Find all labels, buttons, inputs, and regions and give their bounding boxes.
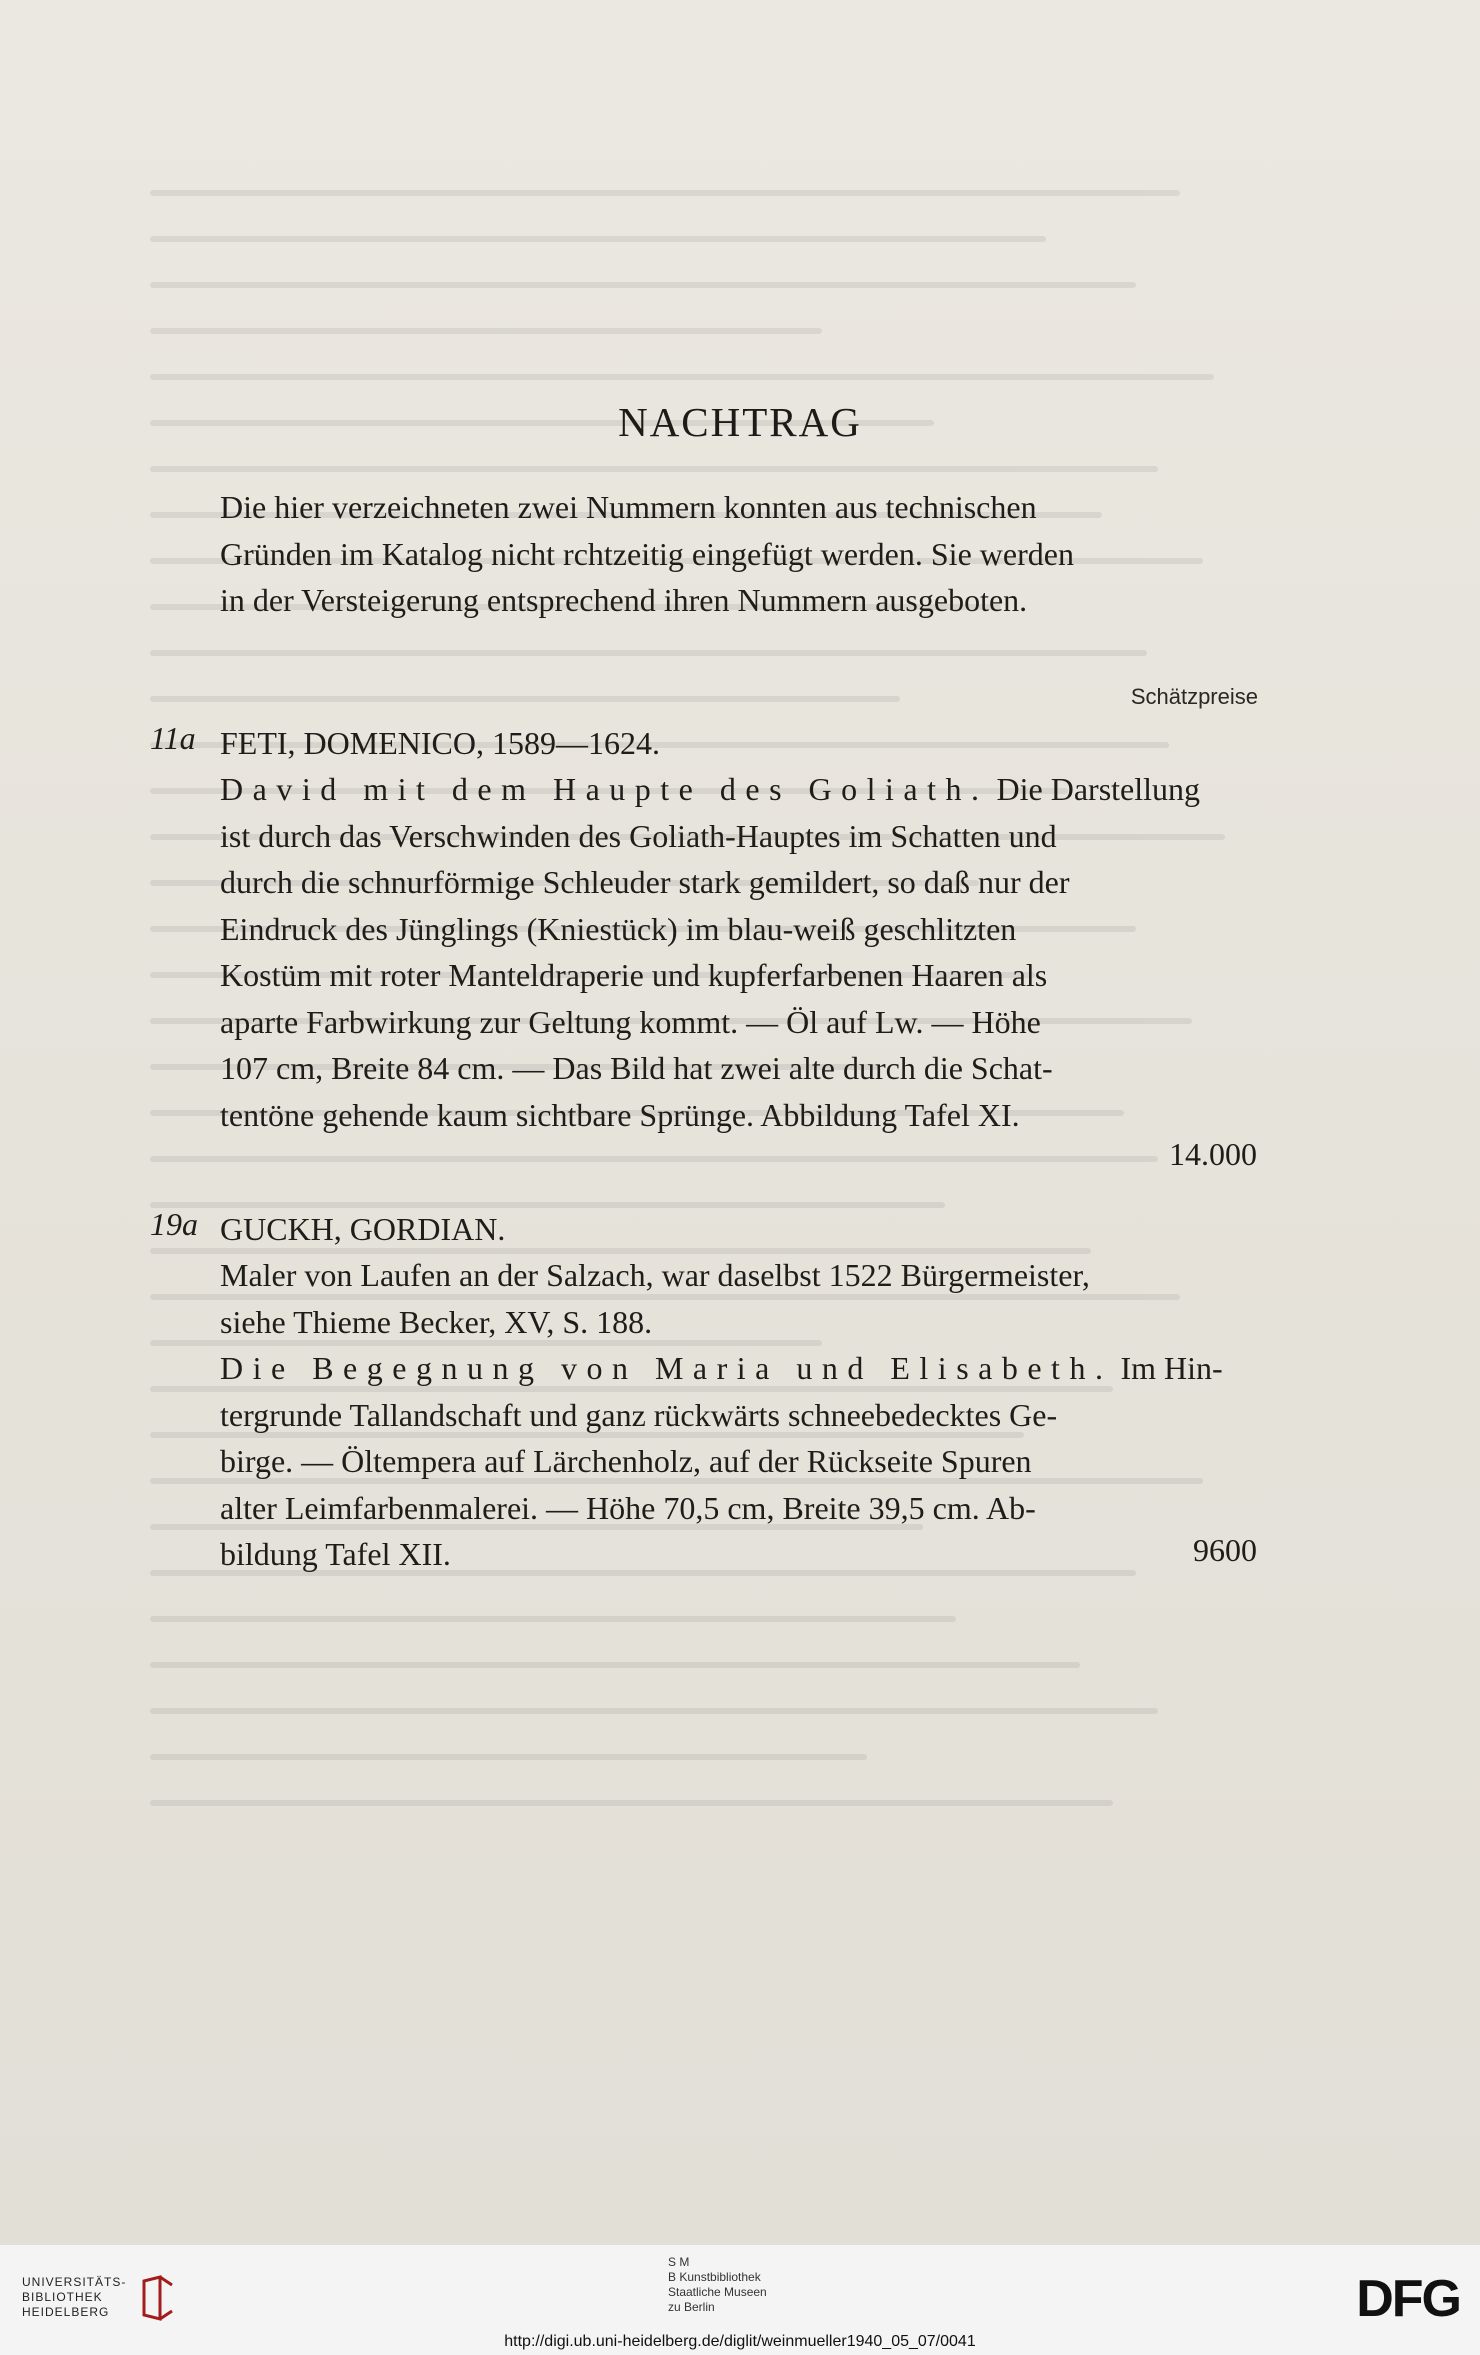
description-line: Maler von Laufen an der Salzach, war daselbst 1522 Bürgermeister, [220, 1257, 1090, 1293]
intro-paragraph [220, 484, 1257, 624]
entry-artist: GUCKH, GORDIAN. [220, 1211, 506, 1247]
page-heading: NACHTRAG [618, 399, 862, 445]
description-line: 107 cm, Breite 84 cm. — Das Bild hat zwei alte durch die Schat- [220, 1050, 1053, 1086]
smb-line: S M [668, 2255, 690, 2269]
description-line: alter Leimfarbenmalerei. — Höhe 70,5 cm, Breite 39,5 cm. Ab- [220, 1489, 1036, 1526]
entry-number: 19a [150, 1206, 198, 1242]
estimate-price: 14.000 [1169, 1136, 1257, 1172]
university-library-name [22, 2275, 126, 2320]
description-line: durch die schnurförmige Schleuder stark gemildert, so daß nur der [220, 864, 1070, 900]
intro-line: in der Versteigerung entsprechend ihren Nummern ausgeboten. [220, 582, 1028, 618]
artwork-title: David mit dem Haupte des Goliath. [220, 771, 989, 807]
price-column-label: Schätzpreise [1130, 684, 1258, 709]
smb-line: zu Berlin [668, 2300, 715, 2314]
uni-line: BIBLIOTHEK [22, 2290, 103, 2304]
description-line: Kostüm mit roter Manteldraperie und kupferfarbenen Haaren als [220, 957, 1048, 993]
description-line: aparte Farbwirkung zur Geltung kommt. — Öl auf Lw. — Höhe [220, 1003, 1041, 1040]
estimate-price: 9600 [1193, 1532, 1257, 1568]
smb-library-label [668, 2255, 767, 2315]
description-line: siehe Thieme Becker, XV, S. 188. [220, 1303, 653, 1340]
uni-line: UNIVERSITÄTS- [22, 2275, 127, 2289]
description-line: birge. — Öltempera auf Lärchenholz, auf der Rückseite Spuren [220, 1443, 1032, 1479]
intro-line: Die hier verzeichneten zwei Nummern konnten aus technischen [220, 489, 1037, 525]
university-logo-icon [138, 2275, 178, 2323]
smb-line: B Kunstbibliothek [668, 2270, 761, 2284]
source-url-link[interactable]: http://digi.ub.uni-heidelberg.de/diglit/weinmueller1940_05_07/0041 [504, 2333, 976, 2350]
digitization-footer [0, 2245, 1480, 2355]
entry-description [220, 766, 1257, 1138]
dfg-logo: DFG [1356, 2270, 1460, 2328]
description-line: Die Darstellung [996, 771, 1201, 807]
description-line: Eindruck des Jünglings (Kniestück) im blau-weiß geschlitzten [220, 910, 1017, 947]
description-line: tergrunde Tallandschaft und ganz rückwärts schneebedecktes Ge- [220, 1396, 1058, 1433]
entry-description [220, 1252, 1257, 1578]
description-line: tentöne gehende kaum sichtbare Sprünge. Abbildung Tafel XI. [220, 1096, 1020, 1133]
description-line: bildung Tafel XII. [220, 1536, 451, 1572]
intro-line: Gründen im Katalog nicht rchtzeitig eingefügt werden. Sie werden [220, 535, 1074, 572]
artwork-title: Die Begegnung von Maria und Elisabeth. [220, 1350, 1113, 1386]
smb-line: Staatliche Museen [668, 2285, 767, 2299]
description-line: ist durch das Verschwinden des Goliath-Hauptes im Schatten und [220, 817, 1057, 854]
description-line: Im Hin- [1120, 1350, 1223, 1386]
entry-artist: FETI, DOMENICO, 1589—1624. [220, 725, 660, 761]
uni-line: HEIDELBERG [22, 2305, 110, 2319]
entry-number: 11a [150, 720, 196, 756]
